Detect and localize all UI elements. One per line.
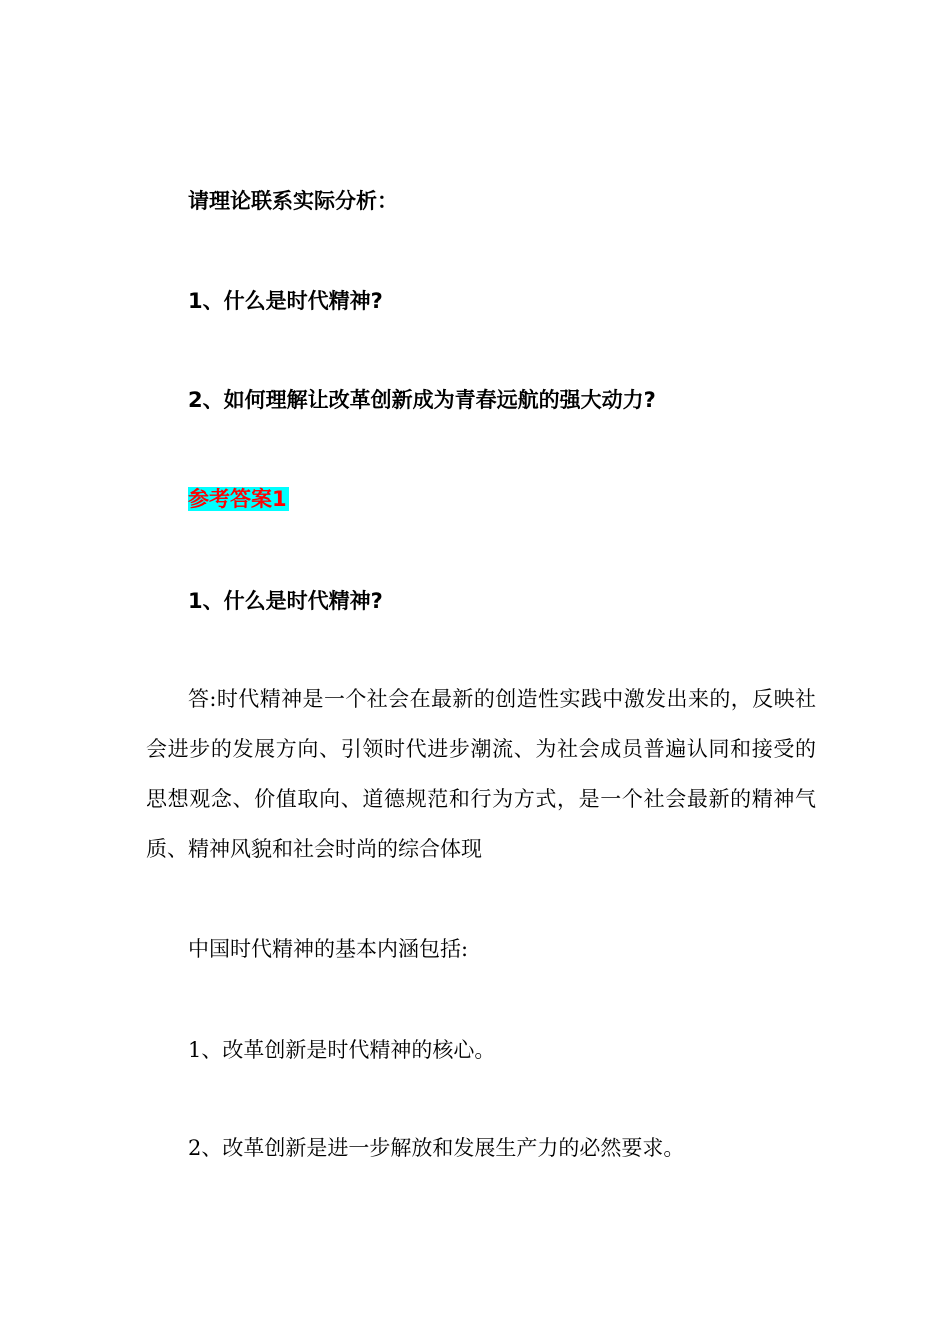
heading: 请理论联系实际分析： <box>188 189 398 213</box>
answer-paragraph: 答:时代精神是一个社会在最新的创造性实践中激发出来的，反映社会进步的发展方向、引领时代进步潮流、为社会成员普遍认同和接受的思想观念、价值取向、道德规范和行为方式，是一个社会最新的精神气质、精神风貌和社会时尚的综合体现 <box>146 687 816 861</box>
question-1: 1、什么是时代精神? <box>188 289 383 313</box>
content-intro: 中国时代精神的基本内涵包括: <box>188 937 469 961</box>
answer-label-container <box>188 485 289 513</box>
answer-question: 1、什么是时代精神? <box>188 589 383 613</box>
question-2: 2、如何理解让改革创新成为青春远航的强大动力? <box>188 388 656 412</box>
answer-label: 参考答案1 <box>188 487 287 511</box>
point-1: 1、改革创新是时代精神的核心。 <box>188 1038 496 1062</box>
point-2: 2、改革创新是进一步解放和发展生产力的必然要求。 <box>188 1136 685 1160</box>
